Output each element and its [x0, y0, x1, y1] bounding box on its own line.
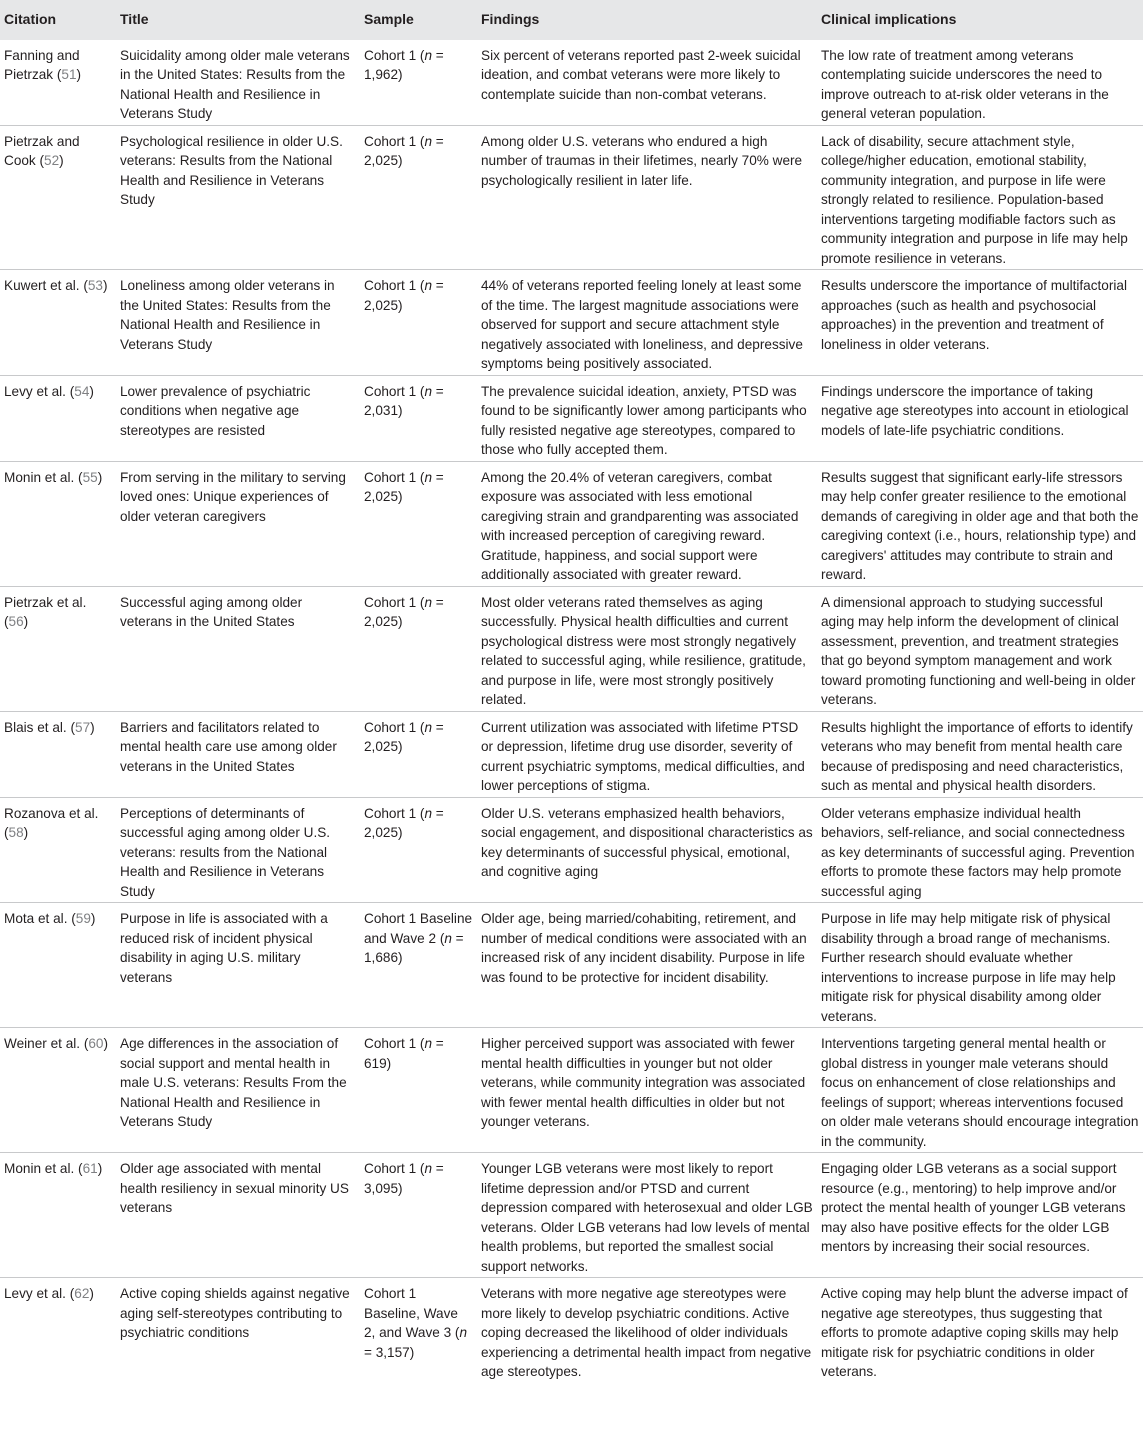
sample-size: = 2,025): [364, 594, 444, 629]
findings-cell: 44% of veterans reported feeling lonely at least some of the time. The largest magnitude associations were observed for support and secure attachment style negatively associated with loneliness, and depressive symptoms being positively associated.: [477, 270, 817, 376]
sample-size: = 3,157): [364, 1344, 415, 1360]
findings-cell: Among older U.S. veterans who endured a high number of traumas in their lifetimes, nearly 70% were psychologically resilient in later life.: [477, 125, 817, 270]
title-cell: Suicidality among older male veterans in the United States: Results from the National Health and Resilience in Veterans Study: [116, 40, 360, 126]
citation-author: Levy et al. (: [4, 383, 75, 399]
sample-cell: [360, 1028, 477, 1153]
citation-close: ): [90, 719, 95, 735]
table-row: [0, 1278, 1143, 1383]
citation-author: Pietrzak and Cook (: [4, 133, 80, 168]
sample-n-symbol: n: [424, 383, 433, 399]
sample-n-symbol: n: [424, 805, 433, 821]
sample-n-symbol: n: [424, 469, 433, 485]
reference-link[interactable]: 56: [8, 614, 24, 629]
clinical-implications-cell: Interventions targeting general mental health or global distress in younger male veterans should focus on enhancement of close relationships and feelings of support; whereas interventions focused on older male veterans should encourage integration in the community.: [817, 1028, 1143, 1153]
sample-label: Cohort 1 (: [364, 469, 425, 485]
reference-link[interactable]: 62: [74, 1286, 90, 1301]
citation-cell: [0, 461, 116, 586]
citation-close: ): [90, 911, 96, 926]
clinical-implications-cell: Purpose in life may help mitigate risk of physical disability through a broad range of mechanisms. Further research should evaluate whether interventions to increase purpose in life may help mitigate risk for physical disability among older veterans.: [817, 903, 1143, 1028]
sample-n-symbol: n: [424, 278, 433, 293]
reference-link[interactable]: 60: [88, 1036, 104, 1051]
citation-author: Blais et al. (: [4, 719, 76, 735]
sample-size: = 2,025): [364, 133, 444, 168]
sample-cell: [360, 461, 477, 586]
citation-cell: [0, 40, 116, 126]
title-cell: Older age associated with mental health resiliency in sexual minority US veterans: [116, 1153, 360, 1278]
citation-author: Monin et al. (: [4, 1161, 83, 1176]
citation-close: ): [89, 1286, 94, 1301]
title-cell: From serving in the military to serving loved ones: Unique experiences of older veteran caregivers: [116, 461, 360, 586]
sample-n-symbol: n: [424, 1036, 433, 1051]
sample-size: = 2,025): [364, 805, 444, 840]
citation-close: ): [97, 469, 103, 485]
reference-link[interactable]: 57: [75, 719, 91, 735]
table-row: [0, 797, 1143, 903]
citation-close: ): [23, 614, 29, 629]
sample-size: = 2,031): [364, 383, 444, 418]
table-row: [0, 40, 1143, 126]
header-row: [0, 0, 1143, 40]
citation-cell: [0, 711, 116, 797]
citation-cell: [0, 1028, 116, 1153]
sample-label: Cohort 1 (: [364, 594, 425, 610]
title-cell: Successful aging among older veterans in the United States: [116, 586, 360, 711]
citation-author: Weiner et al. (: [4, 1036, 89, 1051]
sample-label: Cohort 1 (: [364, 719, 425, 735]
citation-cell: [0, 797, 116, 903]
reference-link[interactable]: 51: [61, 67, 77, 82]
reference-link[interactable]: 61: [82, 1161, 98, 1176]
table-body: [0, 40, 1143, 1383]
reference-link[interactable]: 59: [75, 911, 91, 926]
title-cell: Active coping shields against negative aging self-stereotypes contributing to psychiatric conditions: [120, 1286, 350, 1340]
findings-cell: Veterans with more negative age stereotypes were more likely to develop psychiatric conditions. Active coping decreased the likelihood of older individuals experiencing a detrimental health impact from negative age stereotypes.: [481, 1286, 812, 1379]
header-sample: Sample: [360, 0, 477, 40]
sample-label: Cohort 1 Baseline and Wave 2 (: [364, 911, 473, 946]
table-row: [0, 1153, 1143, 1278]
title-cell: Barriers and facilitators related to mental health care use among older veterans in the United States: [116, 711, 360, 797]
citation-close: ): [59, 153, 64, 168]
sample-cell: [360, 797, 477, 903]
sample-n-symbol: n: [459, 1325, 468, 1340]
findings-cell: Higher perceived support was associated with fewer mental health difficulties in younger but not older veterans, while community integration was associated with fewer mental health difficulties in older but not younger veterans.: [477, 1028, 817, 1153]
clinical-implications-cell: Lack of disability, secure attachment style, college/higher education, emotional stability, community integration, and purpose in life were strongly related to resilience. Population-based interventions targeting modifiable factors such as community integration and purpose in life may help promote resilience in veterans.: [817, 125, 1143, 270]
sample-n-symbol: n: [424, 594, 433, 610]
sample-n-symbol: n: [424, 719, 433, 735]
citation-cell: [0, 586, 116, 711]
table-row: [0, 270, 1143, 376]
sample-size: = 3,095): [364, 1161, 444, 1196]
sample-cell: [360, 125, 477, 270]
sample-size: = 2,025): [364, 719, 444, 754]
citation-author: Pietrzak et al. (: [4, 594, 87, 629]
sample-size: = 1,962): [364, 47, 444, 82]
citation-author: Rozanova et al. (: [4, 805, 99, 840]
clinical-implications-cell: The low rate of treatment among veterans contemplating suicide underscores the need to improve outreach to at-risk older veterans in the general veteran population.: [817, 40, 1143, 126]
reference-link[interactable]: 52: [44, 153, 60, 168]
sample-label: Cohort 1 (: [364, 1036, 425, 1051]
findings-cell: Six percent of veterans reported past 2-week suicidal ideation, and combat veterans were more likely to contemplate suicide than non-combat veterans.: [477, 40, 817, 126]
table-row: [0, 711, 1143, 797]
title-cell: Purpose in life is associated with a reduced risk of incident physical disability in aging U.S. military veterans: [116, 903, 360, 1028]
clinical-implications-cell: Results underscore the importance of multifactorial approaches (such as health and psychosocial approaches) in the prevention and treatment of loneliness in older veterans.: [817, 270, 1143, 376]
sample-label: Cohort 1 Baseline, Wave 2, and Wave 3 (: [364, 1286, 460, 1340]
header-clinical-implications: Clinical implications: [817, 0, 1143, 40]
clinical-implications-cell: Findings underscore the importance of taking negative age stereotypes into account in etiological models of late-life psychiatric conditions.: [817, 375, 1143, 461]
sample-cell: [360, 903, 477, 1028]
citation-close: ): [89, 383, 94, 399]
title-cell: Psychological resilience in older U.S. veterans: Results from the National Health and Resilience in Veterans Study: [116, 125, 360, 270]
findings-cell: Among the 20.4% of veteran caregivers, combat exposure was associated with less emotional caregiving strain and grandparenting was associated with increased perception of caregiving reward. Gratitude, happiness, and social support were additionally associated with greater reward.: [477, 461, 817, 586]
sample-label: Cohort 1 (: [364, 133, 425, 149]
sample-cell: [360, 375, 477, 461]
findings-cell: Current utilization was associated with lifetime PTSD or depression, lifetime drug use disorder, severity of current psychiatric symptoms, medical difficulties, and lower perceptions of stigma.: [477, 711, 817, 797]
table-row: [0, 903, 1143, 1028]
citation-cell: [0, 903, 116, 1028]
sample-size: = 1,686): [364, 930, 464, 965]
table-row: [0, 461, 1143, 586]
table-row: [0, 375, 1143, 461]
header-title: Title: [116, 0, 360, 40]
sample-size: = 2,025): [364, 278, 444, 313]
findings-cell: Younger LGB veterans were most likely to report lifetime depression and/or PTSD and current depression compared with heterosexual and older LGB veterans. Older LGB veterans had low levels of mental health problems, but reported the smallest social support networks.: [477, 1153, 817, 1278]
table-row: [0, 125, 1143, 270]
sample-size: = 619): [364, 1036, 444, 1071]
clinical-implications-cell: Active coping may help blunt the adverse impact of negative age stereotypes, thus suggesting that efforts to promote adaptive coping skills may help mitigate risk for psychiatric conditions in older veterans.: [821, 1286, 1128, 1379]
clinical-implications-cell: Results suggest that significant early-life stressors may help confer greater resilience to the emotional demands of caregiving in older age and that both the caregiving context (i.e., hours, relationship type) and caregivers' attitudes may contribute to strain and reward.: [817, 461, 1143, 586]
findings-cell: Most older veterans rated themselves as aging successfully. Physical health difficulties and current psychological distress were most strongly negatively related to successful aging, while resilience, gratitude, and purpose in life, were most strongly positively related.: [477, 586, 817, 711]
citation-author: Kuwert et al. (: [4, 278, 88, 293]
sample-cell: [360, 586, 477, 711]
citation-close: ): [23, 825, 29, 840]
clinical-implications-cell: Older veterans emphasize individual health behaviors, self-reliance, and social connectedness as key determinants of successful aging. Prevention efforts to promote these factors may help promote successful aging: [817, 797, 1143, 903]
sample-label: Cohort 1 (: [364, 47, 425, 63]
citation-close: ): [102, 278, 108, 293]
sample-cell: [360, 270, 477, 376]
header-citation: Citation: [0, 0, 116, 40]
citation-cell: [0, 125, 116, 270]
findings-cell: The prevalence suicidal ideation, anxiety, PTSD was found to be significantly lower among participants who fully resisted negative age stereotypes, compared to those who fully accepted them.: [477, 375, 817, 461]
sample-n-symbol: n: [424, 133, 433, 149]
table-row: [0, 586, 1143, 711]
clinical-implications-cell: Engaging older LGB veterans as a social support resource (e.g., mentoring) to help improve and/or protect the mental health of younger LGB veterans may also have positive effects for the older LGB mentors by increasing their social resources.: [817, 1153, 1143, 1278]
header-findings: Findings: [477, 0, 817, 40]
reference-link[interactable]: 55: [82, 469, 98, 485]
table-header: [0, 0, 1143, 40]
sample-n-symbol: n: [424, 47, 433, 63]
sample-cell: [360, 1153, 477, 1278]
findings-cell: Older age, being married/cohabiting, retirement, and number of medical conditions were associated with an increased risk of any incident disability. Purpose in life was found to be protective for incident disability.: [477, 903, 817, 1028]
reference-link[interactable]: 53: [87, 278, 103, 293]
citation-author: Fanning and Pietrzak (: [4, 47, 80, 82]
sample-size: = 2,025): [364, 469, 444, 504]
clinical-implications-cell: Results highlight the importance of efforts to identify veterans who may benefit from mental health care because of predisposing and need characteristics, such as mental and physical health disorders.: [817, 711, 1143, 797]
sample-cell: [360, 1278, 477, 1383]
sample-label: Cohort 1 (: [364, 278, 425, 293]
citation-cell: [0, 1153, 116, 1278]
sample-cell: [360, 40, 477, 126]
title-cell: Perceptions of determinants of successful aging among older U.S. veterans: results from the National Health and Resilience in Veterans Study: [116, 797, 360, 903]
citation-close: ): [103, 1036, 109, 1051]
sample-n-symbol: n: [444, 930, 452, 946]
sample-label: Cohort 1 (: [364, 383, 425, 399]
findings-cell: Older U.S. veterans emphasized health behaviors, social engagement, and dispositional characteristics as key determinants of successful physical, emotional, and cognitive aging: [477, 797, 817, 903]
sample-cell: [360, 711, 477, 797]
citation-cell: [0, 375, 116, 461]
citation-cell: [0, 1278, 116, 1383]
citation-close: ): [97, 1161, 103, 1176]
reference-link[interactable]: 58: [8, 825, 24, 840]
citation-author: Levy et al. (: [4, 1286, 75, 1301]
sample-label: Cohort 1 (: [364, 805, 425, 821]
sample-n-symbol: n: [424, 1161, 433, 1176]
reference-link[interactable]: 54: [74, 383, 90, 399]
table-row: [0, 1028, 1143, 1153]
clinical-implications-cell: A dimensional approach to studying successful aging may help inform the development of clinical assessment, prevention, and treatment strategies that go beyond symptom management and work toward promoting functioning and well-being in older veterans.: [817, 586, 1143, 711]
title-cell: Lower prevalence of psychiatric conditions when negative age stereotypes are resisted: [116, 375, 360, 461]
title-cell: Loneliness among older veterans in the United States: Results from the National Health and Resilience in Veterans Study: [116, 270, 360, 376]
title-cell: Age differences in the association of social support and mental health in male U.S. veterans: Results From the National Health and Resilience in Veterans Study: [116, 1028, 360, 1153]
citation-author: Monin et al. (: [4, 469, 83, 485]
sample-label: Cohort 1 (: [364, 1161, 425, 1176]
citation-author: Mota et al. (: [4, 911, 76, 926]
citation-close: ): [76, 67, 82, 82]
citation-cell: [0, 270, 116, 376]
